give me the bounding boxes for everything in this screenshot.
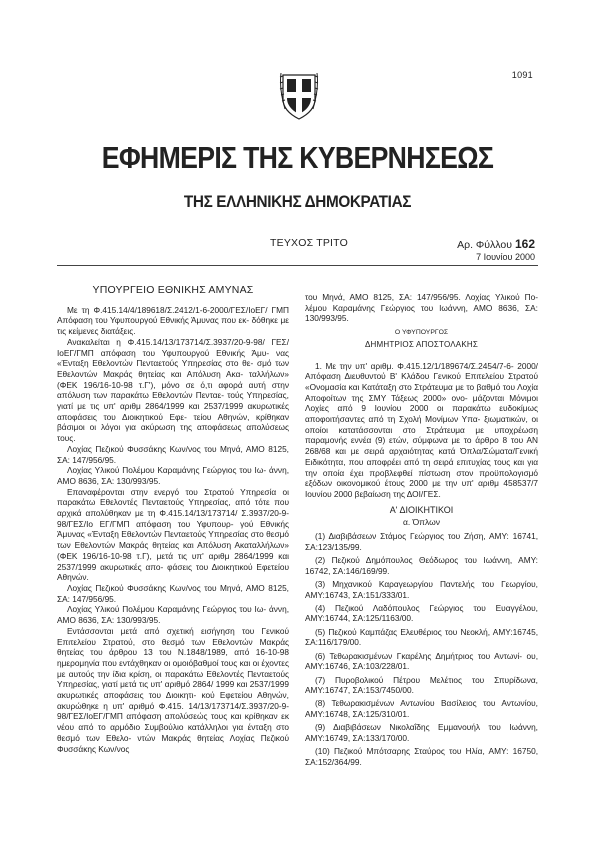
issue-date: 7 Ιουνίου 2000	[476, 252, 535, 262]
paragraph: Ανακαλείται η Φ.415.14/13/173714/Σ.3937/20-9-98/ ΓΕΣ/ΙοΕΓ/ΓΜΠ απόφαση του Υφυπουργού Εθνικής Άμυ- νας «Ένταξη Εθελοντών Πενταετούς Υπηρεσίας στο θε- σμό των Εθελοντών Μακράς θητείας και Απόλυση Ακα- ταλλήλων» (ΦΕΚ 196/16-10-98 τ.Γ'), μόνο σε ό,τι αφορά αυτή στην απόλυση των παρακάτω Εθελοντών Πενταε- τούς Υπηρεσίας, γιατί με τις υπ' αριθμ 2864/1999 και 2537/1999 ακυρωτικές αποφάσεις του Διοικητικού Εφε- τείου Αθηνών, κρίθηκαν βάσιμοι οι λόγοι για ακύρωση της αποφάσεως απολύσεως τους.	[57, 336, 289, 444]
paragraph: Λοχίας Πεζικού Φυσσάκης Κων/νος του Μηνά, ΑΜΟ 8125, ΣΑ: 147/956/95.	[57, 582, 289, 604]
paragraph-continuation: του Μηνά, ΑΜΟ 8125, ΣΑ: 147/956/95. Λοχίας Υλικού Πο- λέμου Καραμάνης Γεώργιος του Ιωάννη, ΑΜΟ 8636, ΣΑ: 130/993/95.	[305, 292, 538, 324]
issue-label: ΤΕΥΧΟΣ ΤΡΙΤΟ	[270, 237, 348, 249]
sheet-label: Αρ. Φύλλου	[457, 239, 512, 251]
list-item: (1) Διαβιβάσεων Στάμος Γεώργιος του Ζήση, ΑΜΥ: 16741, ΣΑ:123/135/99.	[305, 531, 538, 552]
list-item: (9) Διαβιβάσεων Νικολαΐδης Εμμανουήλ του Ιωάννη, ΑΜΥ:16749, ΣΑ:133/170/00.	[305, 722, 538, 744]
right-column	[305, 292, 538, 770]
gazette-title: ΕΦΗΜΕΡΙΣ ΤΗΣ ΚΥΒΕΡΝΗΣΕΩΣ	[101, 140, 494, 175]
list-item: (8) Τεθωρακισμένων Αντωνίου Βασίλειος του Αντωνίου, ΑΜΥ:16748, ΣΑ:125/310/01.	[305, 698, 538, 720]
list-item: (4) Πεζικού Λαδόπουλος Γεώργιος του Ευαγγέλου, ΑΜΥ:16744, ΣΑ:125/1163/00.	[305, 602, 538, 624]
paragraph: Λοχίας Πεζικού Φυσσάκης Κων/νος του Μηνά, ΑΜΟ 8125, ΣΑ: 147/956/95.	[57, 443, 289, 465]
signer-title: Ο ΥΦΥΠΟΥΡΓΟΣ	[394, 329, 449, 337]
subsection-heading: α. Όπλων	[402, 517, 441, 528]
list-item: (3) Μηχανικού Καραγεωργίου Παντελής του Γεωργίου, ΑΜΥ:16743, ΣΑ:151/333/01.	[305, 578, 538, 600]
list-item: (2) Πεζικού Δημόπουλος Θεόδωρος του Ιωάννη, ΑΜΥ: 16742, ΣΑ:146/169/99.	[305, 554, 538, 576]
list-item: (6) Τεθωρακισμένων Γκαρέλης Δημήτριος του Αντωνί- ου, ΑΜΥ:16746, ΣΑ:103/228/01.	[305, 650, 538, 672]
signer-name: ΔΗΜΗΤΡΙΟΣ ΑΠΟΣΤΟΛΑΚΗΣ	[365, 339, 478, 349]
list-item: (10) Πεζικού Μπότσαρης Σταύρος του Ηλία, ΑΜΥ: 16750, ΣΑ:152/364/99.	[305, 746, 538, 767]
page-number: 1091	[511, 70, 533, 80]
gazette-subtitle: ΤΗΣ ΕΛΛΗΝΙΚΗΣ ΔΗΜΟΚΡΑΤΙΑΣ	[183, 192, 412, 211]
left-column	[57, 285, 289, 754]
section-heading: Α' ΔΙΟΙΚΗΤΙΚΟΙ	[389, 504, 454, 515]
hellenic-republic-coat-of-arms-icon	[279, 69, 319, 121]
header-divider	[57, 265, 538, 266]
list-item: (5) Πεζικού Καμπάζας Ελευθέριος του Νεοκλή, ΑΜΥ:16745, ΣΑ:116/179/00.	[305, 626, 538, 648]
sheet-number-group	[457, 237, 535, 251]
decision-paragraph: 1. Με την υπ' αριθμ. Φ.415.12/1/189674/Σ.2454/7-6- 2000/Απόφαση Διευθυντού Β' Κλάδου Γενικού Επιτελείου Στρατού «Ονομασία και Κατάταξη στο Στράτευμα με το βαθμό του Λοχία Αποφοίτων της ΣΜΥ Τάξεως 2000» ονο- μάζονται Μόνιμοι Λοχίες από 9 Ιουνίου 2000 οι παρακάτω ευδοκίμως αποφοιτήσαντες από τη Σχολή Μονίμων Υπα- ξιωματικών, οι οποίοι κατατάσσονται στο Στράτευμα με υποχρέωση παραμονής εννέα (9) ετών, σύμφωνα με το άρθρο 8 του ΑΝ 268/68 και με σειρά αρχαιότητας κατά Όπλα/Σώματα/Γενική Ειδικότητα, που αποφρέει από τη σειρά επιτυχίας τους και για την οποία έχει προβλεφθεί πίστωση στον προϋπολογισμό εξόδων οικονομικού έτους 2000 με την υπ' αριθμ 458537/7 Ιουνίου 2000 βεβαίωση της ΔΟΙ/ΓΕΣ.	[305, 360, 538, 499]
paragraph: Εντάσσονται μετά από σχετική εισήγηση του Γενικού Επιτελείου Στρατού, στο θεσμό των Εθελοντών Μακράς θητείας του άρθρου 13 του Ν.1848/1989, από 16-10-98 ημερομηνία που εντάχθηκαν οι ομοιόβαθμοί τους και οι έχοντες με αυτούς την ίδια κρίση, οι παρακάτω Εθελοντές Πενταετούς Υπηρεσίας, γιατί μετά τις υπ' αριθμό 2864/ 1999 και 2537/1999 ακυρωτικές αποφάσεις του Διοικητι- κού Εφετείου Αθηνών, ακυρώθηκε η υπ' αριθμό Φ.415. 14/13/173714/Σ.3937/20-9-98/ΓΕΣ/ΙοΕΓ/ΓΜΠ απόφαση απολύσεώς τους και κρίθηκαν εκ νέου από το αρμόδιο Συμβούλιο κατάλληλοι για ένταξη στο θεσμό των Εθελο- ντών Μακράς θητείας Λοχίας Πεζικού Φυσσάκης Κων/νος	[57, 625, 289, 754]
list-item: (7) Πυροβολικού Πέτρου Μελέτιος του Σπυρίδωνα, ΑΜΥ:16747, ΣΑ:153/7450/00.	[305, 674, 538, 696]
paragraph: Με τη Φ.415.14/4/189618/Σ.2412/1-6-2000/ΓΕΣ/ΙοΕΓ/ ΓΜΠ Απόφαση του Υφυπουργού Εθνικής Άμυνας που εκ- δόθηκε με τις κείμενες διατάξεις.	[57, 304, 289, 337]
issue-info-row	[80, 237, 535, 251]
paragraph: Λοχίας Υλικού Πολέμου Καραμάνης Γεώργιος του Ιω- άννη, ΑΜΟ 8636, ΣΑ: 130/993/95.	[57, 604, 289, 626]
ministry-heading: ΥΠΟΥΡΓΕΙΟ ΕΘΝΙΚΗΣ ΑΜΥΝΑΣ	[92, 284, 254, 296]
sheet-number: 162	[514, 237, 535, 251]
paragraph: Λοχίας Υλικού Πολέμου Καραμάνης Γεώργιος του Ιω- άννη, ΑΜΟ 8636, ΣΑ: 130/993/95.	[57, 465, 289, 486]
paragraph: Επαναφέρονται στην ενεργό του Στρατού Υπηρεσία οι παρακάτω Εθελοντές Πενταετούς Υπηρεσίας, από τότε που αρχικά απολύθηκαν με τη Φ.415.14/13/173714/ Σ.3937/20-9-98/ΓΕΣ/Ιο ΕΓ/ΓΜΠ απόφαση του Υφυπουρ- γού Εθνικής Άμυνας «Ένταξη Εθελοντών Πενταετούς Υπηρεσίας στο θεσμό των Εθελοντών Μακράς θητείας και Απόλυση Ακαταλλήλων» (ΦΕΚ 196/16-10-98 τ.Γ), μετά τις υπ' αριθμ 2864/1999 και 2537/1999 ακυρωτικές απο- φάσεις του Διοικητικού Εφετείου Αθηνών.	[57, 486, 289, 583]
